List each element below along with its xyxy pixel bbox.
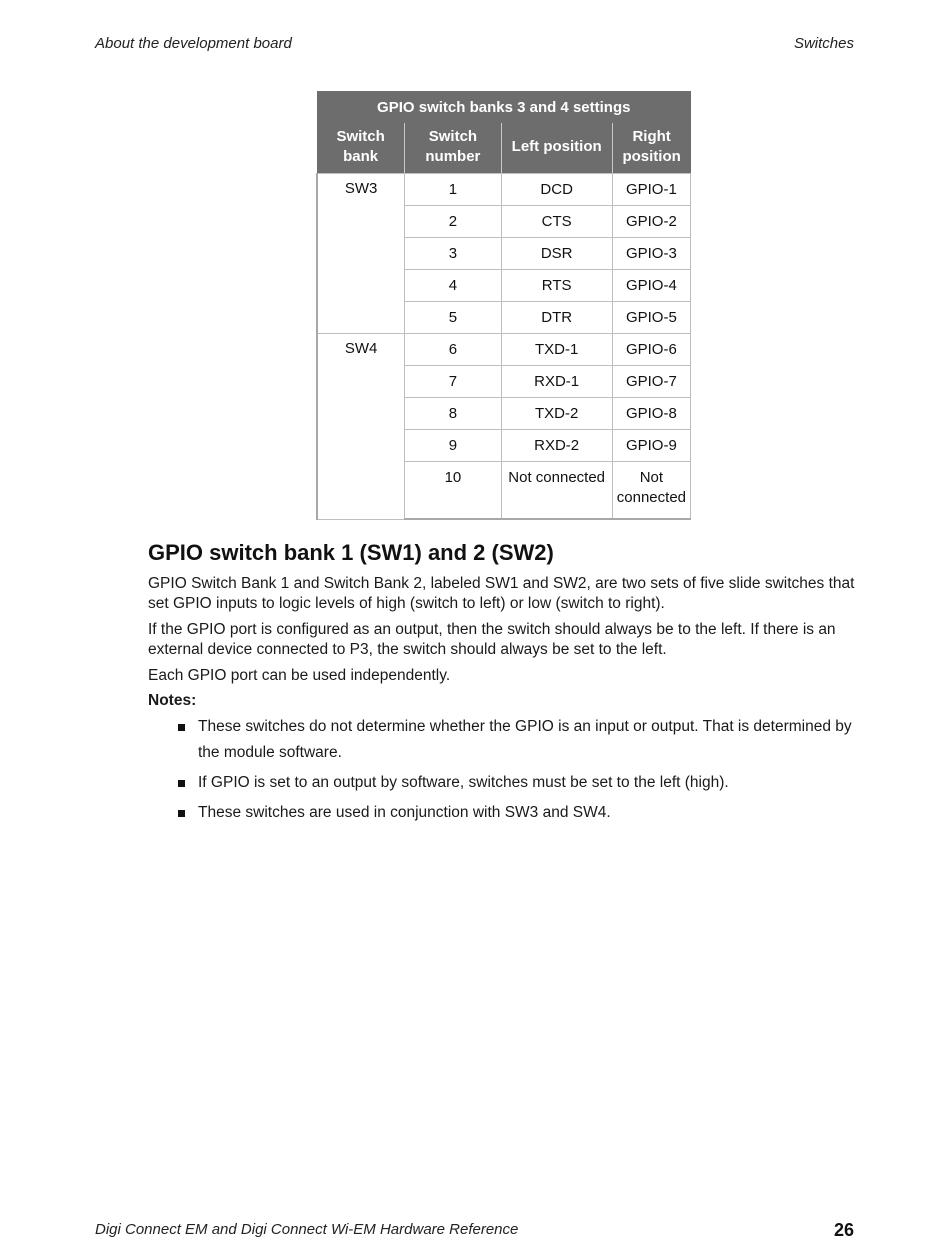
page-number: 26 [833,1220,854,1240]
left-position-cell: TXD-2 [501,398,612,430]
running-header-left: About the development board [95,35,292,52]
column-header-left-position: Left position [501,123,612,174]
list-item [178,800,860,826]
list-item [178,770,860,796]
notes-label: Notes: [148,692,197,709]
running-header-right: Switches [793,35,854,52]
column-header-switch-number: Switch number [405,123,501,174]
footer-document-title: Digi Connect EM and Digi Connect Wi-EM Hardware Reference [95,1221,519,1238]
left-position-cell: CTS [501,206,612,238]
bank-cell-sw4: SW4 [317,334,405,520]
paragraph: Each GPIO port can be used independently. [148,667,451,684]
right-position-cell: GPIO-7 [612,366,690,398]
column-header-right-position: Right position [612,123,690,174]
switch-number-cell: 8 [405,398,501,430]
square-bullet-icon [178,780,185,787]
left-position-cell: DCD [501,174,612,206]
notes-list [148,714,860,826]
switch-number-cell: 2 [405,206,501,238]
table-row [317,174,691,206]
left-position-cell: RTS [501,270,612,302]
switch-number-cell: 4 [405,270,501,302]
table-caption: GPIO switch banks 3 and 4 settings [317,91,691,123]
switch-number-cell: 6 [405,334,501,366]
paragraph: If the GPIO port is configured as an output, then the switch should always be to the left. If there is an external device connected to P3, the switch should always be set to the left. [148,621,836,658]
left-position-cell: RXD-1 [501,366,612,398]
gpio-settings-table [316,91,691,520]
left-position-cell: DSR [501,238,612,270]
left-position-cell: Not connected [501,462,612,520]
paragraph: GPIO Switch Bank 1 and Switch Bank 2, labeled SW1 and SW2, are two sets of five slide switches that set GPIO inputs to logic levels of high (switch to left) or low (switch to right). [148,575,855,612]
right-position-cell: GPIO-5 [612,302,690,334]
switch-number-cell: 7 [405,366,501,398]
right-position-cell: Not connected [612,462,690,520]
section-heading: GPIO switch bank 1 (SW1) and 2 (SW2) [148,540,554,565]
right-position-cell: GPIO-2 [612,206,690,238]
list-item [178,714,860,766]
column-header-switch-bank: Switch bank [317,123,405,174]
switch-number-cell: 9 [405,430,501,462]
table-row [317,334,691,366]
left-position-cell: TXD-1 [501,334,612,366]
note-text: These switches do not determine whether the GPIO is an input or output. That is determined by the module software. [198,718,852,761]
switch-number-cell: 3 [405,238,501,270]
left-position-cell: DTR [501,302,612,334]
right-position-cell: GPIO-4 [612,270,690,302]
right-position-cell: GPIO-3 [612,238,690,270]
right-position-cell: GPIO-8 [612,398,690,430]
square-bullet-icon [178,724,185,731]
right-position-cell: GPIO-6 [612,334,690,366]
note-text: These switches are used in conjunction with SW3 and SW4. [198,804,611,821]
switch-number-cell: 5 [405,302,501,334]
switch-number-cell: 1 [405,174,501,206]
square-bullet-icon [178,810,185,817]
right-position-cell: GPIO-1 [612,174,690,206]
left-position-cell: RXD-2 [501,430,612,462]
section-content [148,540,860,830]
switch-number-cell: 10 [405,462,501,520]
note-text: If GPIO is set to an output by software, switches must be set to the left (high). [198,774,729,791]
bank-cell-sw3: SW3 [317,174,405,334]
right-position-cell: GPIO-9 [612,430,690,462]
